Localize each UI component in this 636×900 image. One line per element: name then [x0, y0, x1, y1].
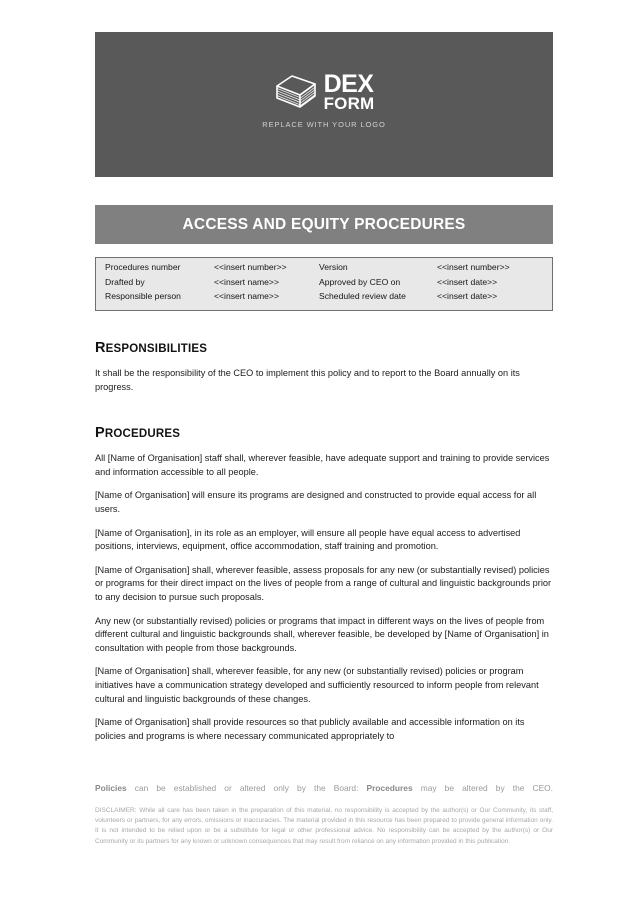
paragraph: [Name of Organisation] will ensure its programs are designed and constructed to provide equal access for all users. — [95, 490, 537, 514]
paragraph: [Name of Organisation], in its role as an employer, will ensure all people have equal access to advertised positions, interviews, equipment, office accommodation, staff training and promotion. — [95, 527, 521, 552]
footer-bold-procedures: Procedures — [366, 783, 413, 793]
paper-stack-icon — [274, 73, 318, 113]
section-heading-procedures — [95, 425, 553, 441]
document-title-bar — [95, 205, 553, 244]
document-footer — [95, 782, 553, 847]
document-body — [95, 340, 553, 753]
meta-value: <<insert name>> — [214, 276, 279, 287]
paragraph: Any new (or substantially revised) policies or programs that impact in different ways on the lives of people from different cultural and linguistic backgrounds shall, wherever feasible, be developed by [Name of Organisation] in consultation with people from those backgrounds. — [95, 615, 549, 653]
logo-block — [262, 70, 386, 129]
meta-value: <<insert name>> — [214, 291, 279, 301]
brand-primary: DEX — [323, 70, 374, 99]
section-heading-rest: ROCEDURES — [104, 428, 181, 441]
section-heading-initial: P — [95, 425, 105, 442]
table-row — [96, 291, 552, 306]
paragraph: All [Name of Organisation] staff shall, wherever feasible, have adequate support and training to provide services and information accessible to all people. — [95, 453, 550, 477]
footer-bold-policies: Policies — [95, 783, 127, 793]
footer-policy-line — [95, 782, 553, 794]
meta-value: <<insert number>> — [437, 262, 510, 272]
logo-banner — [95, 32, 553, 177]
footer-policy-mid-2: may be altered by the CEO. — [412, 783, 553, 793]
meta-label: Drafted by — [105, 276, 145, 287]
footer-policy-mid-1: can be established or altered only by the Board: — [126, 783, 367, 793]
table-row — [96, 277, 552, 292]
paragraph: [Name of Organisation] shall, wherever feasible, for any new (or substantially revised) policies or program initiatives have a communication strategy developed and sufficiently resourced to inform people from relevant cultural and linguistic backgrounds of these changes. — [95, 666, 539, 704]
section-heading-responsibilities — [95, 340, 553, 356]
logo-tagline: REPLACE WITH YOUR LOGO — [262, 119, 386, 129]
footer-disclaimer: DISCLAIMER: While all care has been taken in the preparation of this material, no responsibility is accepted by the author(s) or Our Community, its staff, volunteers or partners, for any errors, omissions or inaccuracies. The material provided in this resource has been prepared to provide general information only. It is not intended to be relied upon or be a substitute for legal or other professional advice. No responsibility can be accepted by the author(s) or Our Community or its partners for any known or unknown consequences that may result from reliance on any information provided in this publication. — [95, 807, 553, 845]
paragraph: [Name of Organisation] shall provide resources so that publicly available and accessible information on its policies and programs is where necessary communicated appropriately to — [95, 717, 525, 741]
meta-label: Scheduled review date — [319, 291, 406, 301]
meta-value: <<insert date>> — [437, 276, 498, 287]
meta-value: <<insert date>> — [437, 291, 498, 301]
logo-row — [274, 70, 375, 114]
section-heading-rest: ESPONSIBILITIES — [105, 343, 208, 355]
paragraph: [Name of Organisation] shall, wherever feasible, assess proposals for any new (or substantially revised) policies or programs for their direct impact on the lives of people from a range of cultural and linguistic backgrounds prior to any decision to pursue such proposals. — [95, 564, 552, 602]
page-title: ACCESS AND EQUITY PROCEDURES — [182, 215, 466, 233]
paragraph: It shall be the responsibility of the CEO to implement this policy and to report to the Board annually on its progress. — [95, 368, 520, 392]
meta-label: Version — [319, 262, 348, 272]
section-heading-initial: R — [95, 340, 106, 356]
meta-label: Responsible person — [105, 291, 181, 301]
meta-value: <<insert number>> — [214, 262, 287, 272]
table-row — [96, 262, 552, 277]
metadata-table — [95, 257, 553, 311]
meta-label: Procedures number — [105, 262, 181, 272]
logo-wordmark — [323, 70, 375, 114]
meta-label: Approved by CEO on — [319, 276, 401, 287]
brand-secondary: FORM — [323, 94, 375, 114]
